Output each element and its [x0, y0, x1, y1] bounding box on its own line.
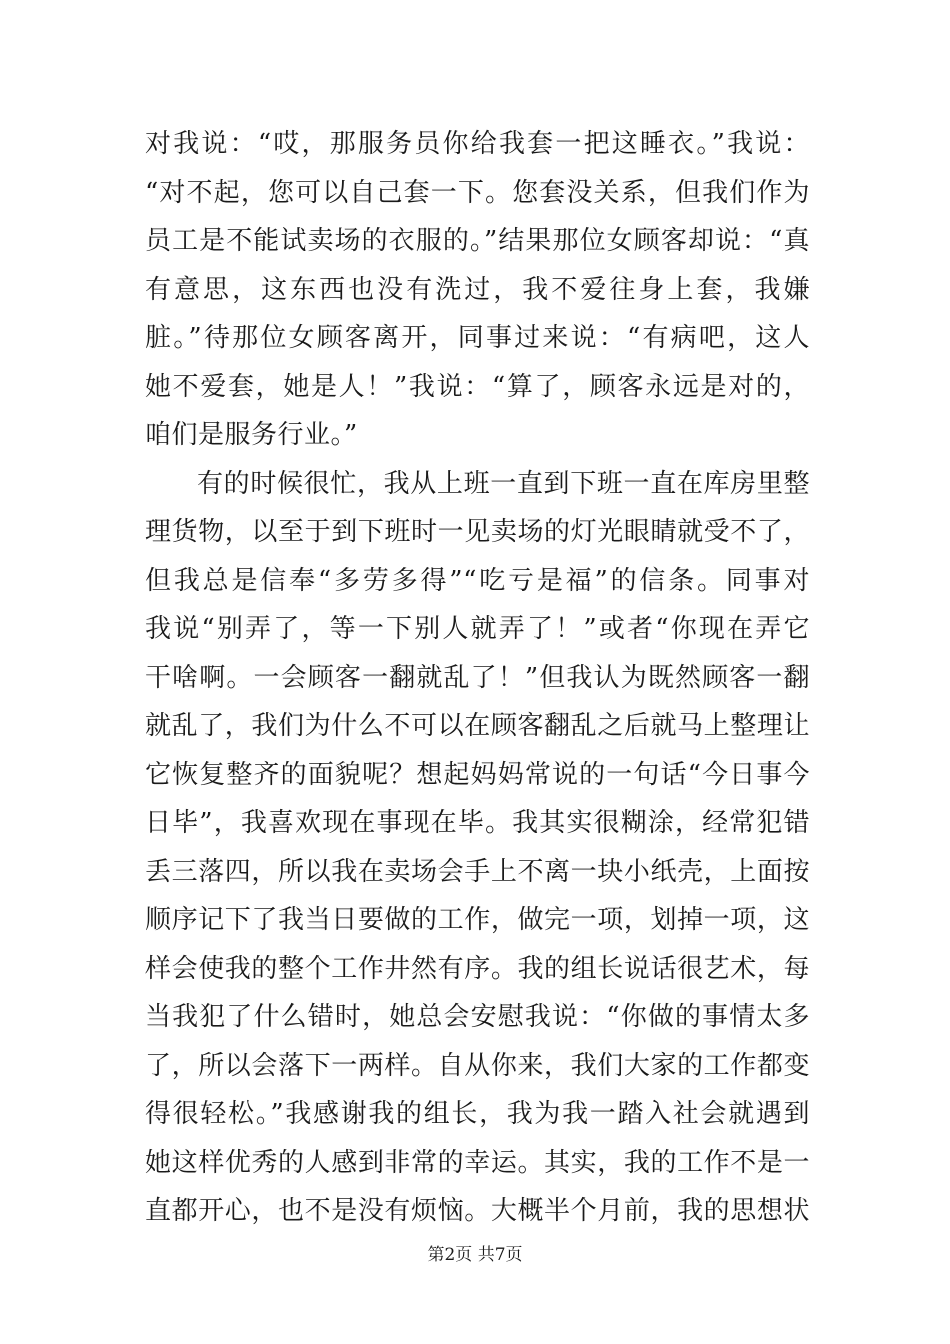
- text-line: 顺序记下了我当日要做的工作，做完一项，划掉一项，这: [145, 905, 810, 935]
- paragraph-2: [145, 460, 810, 1285]
- text-line: 咱们是服务行业。”: [145, 420, 358, 450]
- text-line: 她不爱套，她是人！”我说：“算了，顾客永远是对的，: [145, 371, 810, 402]
- text-line: 她这样优秀的人感到非常的幸运。其实，我的工作不是一: [145, 1147, 810, 1178]
- text-line: 有的时候很忙，我从上班一直到下班一直在库房里整: [197, 468, 810, 499]
- text-line: 对我说：“哎，那服务员你给我套一把这睡衣。”我说：: [145, 129, 810, 159]
- text-line: 有意思，这东西也没有洗过，我不爱往身上套，我嫌: [145, 274, 810, 305]
- text-line: 就乱了，我们为什么不可以在顾客翻乱之后就马上整理让: [145, 711, 810, 741]
- text-line: 直都开心，也不是没有烦恼。大概半个月前，我的思想状: [145, 1196, 810, 1226]
- text-line: 了，所以会落下一两样。自从你来，我们大家的工作都变: [145, 1050, 810, 1081]
- text-line: 我说“别弄了，等一下别人就弄了！”或者“你现在弄它: [145, 614, 810, 644]
- text-line: 当我犯了什么错时，她总会安慰我说：“你做的事情太多: [145, 1002, 810, 1032]
- text-line: 丢三落四，所以我在卖场会手上不离一块小纸壳，上面按: [145, 856, 810, 887]
- text-line: 得很轻松。”我感谢我的组长，我为我一踏入社会就遇到: [145, 1099, 810, 1129]
- text-line: 日毕”，我喜欢现在事现在毕。我其实很糊涂，经常犯错: [145, 808, 810, 838]
- document-body: [145, 120, 810, 1284]
- text-line: 理货物，以至于到下班时一见卖场的灯光眼睛就受不了，: [145, 517, 810, 547]
- text-line: “对不起，您可以自己套一下。您套没关系，但我们作为: [145, 177, 810, 208]
- text-line: 但我总是信奉“多劳多得”“吃亏是福”的信条。同事对: [145, 565, 810, 596]
- text-line: 它恢复整齐的面貌呢？想起妈妈常说的一句话“今日事今: [145, 759, 810, 790]
- text-line: 员工是不能试卖场的衣服的。”结果那位女顾客却说：“真: [145, 226, 810, 256]
- text-line: 样会使我的整个工作井然有序。我的组长说话很艺术，每: [145, 953, 810, 984]
- text-line: 脏。”待那位女顾客离开，同事过来说：“有病吧，这人: [145, 323, 810, 353]
- paragraph-1: [145, 120, 810, 460]
- page-footer: 第2页 共7页: [427, 1245, 523, 1265]
- text-line: 干啥啊。一会顾客一翻就乱了！”但我认为既然顾客一翻: [145, 662, 810, 693]
